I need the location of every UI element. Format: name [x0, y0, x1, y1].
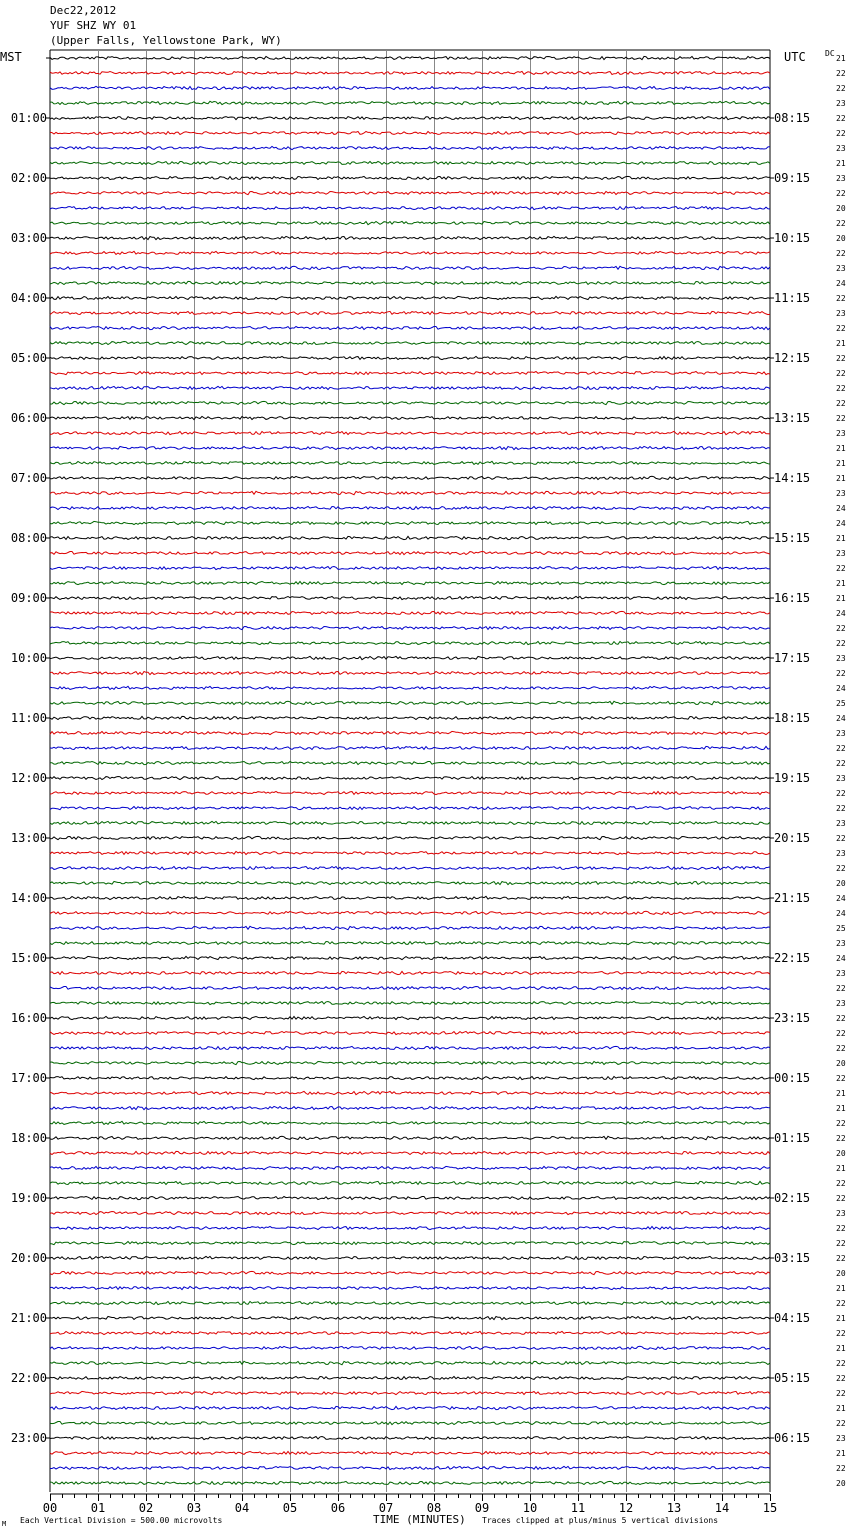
dc-offset-label: 23 — [836, 729, 846, 738]
mst-axis-label: MST — [0, 50, 22, 64]
dc-offset-label: 21 — [836, 1104, 846, 1113]
dc-offset-label: 21 — [836, 1164, 846, 1173]
trace-line — [50, 507, 770, 510]
trace-line — [50, 401, 770, 404]
trace-line — [50, 596, 770, 599]
x-tick-label: 10 — [522, 1501, 538, 1515]
trace-line — [50, 1466, 770, 1469]
trace-line — [50, 446, 770, 449]
utc-tick-label: 17:15 — [774, 651, 811, 665]
dc-offset-label: 21 — [836, 1404, 846, 1413]
dc-offset-label: 23 — [836, 774, 846, 783]
x-tick-label: 04 — [234, 1501, 250, 1515]
x-tick-label: 07 — [378, 1501, 394, 1515]
mst-tick-label: 03:00 — [10, 231, 47, 245]
trace-line — [50, 1001, 770, 1004]
dc-offset-label: 22 — [836, 354, 846, 363]
trace-line — [50, 1422, 770, 1425]
trace-line — [50, 1406, 770, 1409]
trace-line — [50, 1091, 770, 1094]
dc-offset-label: 20 — [836, 1149, 846, 1158]
dc-offset-label: 22 — [836, 414, 846, 423]
dc-offset-label: 23 — [836, 654, 846, 663]
trace-line — [50, 71, 770, 74]
trace-line — [50, 221, 770, 224]
dc-offset-label: 21 — [836, 159, 846, 168]
dc-offset-label: 22 — [836, 1374, 846, 1383]
trace-line — [50, 1212, 770, 1215]
trace-line — [50, 821, 770, 824]
utc-tick-label: 01:15 — [774, 1131, 811, 1145]
trace-line — [50, 86, 770, 89]
dc-offset-label: 23 — [836, 489, 846, 498]
dc-offset-label: 22 — [836, 1194, 846, 1203]
dc-offset-label: 22 — [836, 1224, 846, 1233]
dc-offset-label: 22 — [836, 1179, 846, 1188]
utc-tick-label: 00:15 — [774, 1071, 811, 1085]
mst-tick-label: 18:00 — [10, 1131, 47, 1145]
dc-offset-label: 21 — [836, 594, 846, 603]
x-tick-label: 13 — [666, 1501, 682, 1515]
trace-line — [50, 762, 770, 765]
dc-offset-label: 21 — [836, 54, 846, 63]
dc-offset-label: 23 — [836, 1434, 846, 1443]
mst-tick-label: 20:00 — [10, 1251, 47, 1265]
dc-offset-label: 24 — [836, 684, 846, 693]
dc-offset-label: 24 — [836, 909, 846, 918]
trace-line — [50, 416, 770, 419]
dc-offset-label: 22 — [836, 399, 846, 408]
utc-tick-label: 03:15 — [774, 1251, 811, 1265]
dc-offset-label: 22 — [836, 1389, 846, 1398]
trace-line — [50, 1391, 770, 1394]
utc-axis-label: UTC — [784, 50, 806, 64]
utc-tick-label: 09:15 — [774, 171, 811, 185]
dc-offset-label: 20 — [836, 1059, 846, 1068]
trace-line — [50, 1451, 770, 1454]
mst-tick-label: 01:00 — [10, 111, 47, 125]
dc-offset-label: 23 — [836, 1209, 846, 1218]
dc-offset-label: 23 — [836, 849, 846, 858]
dc-offset-label: 23 — [836, 939, 846, 948]
mst-tick-label: 07:00 — [10, 471, 47, 485]
dc-offset-label: 21 — [836, 474, 846, 483]
dc-offset-label: 22 — [836, 759, 846, 768]
trace-line — [50, 552, 770, 555]
dc-offset-label: 22 — [836, 369, 846, 378]
utc-tick-label: 13:15 — [774, 411, 811, 425]
dc-offset-label: 22 — [836, 789, 846, 798]
trace-line — [50, 342, 770, 345]
x-axis — [43, 1494, 777, 1515]
utc-tick-label: 10:15 — [774, 231, 811, 245]
trace-line — [50, 1301, 770, 1304]
trace-line — [50, 1106, 770, 1109]
trace-line — [50, 1077, 770, 1080]
dc-offset-label: 22 — [836, 1074, 846, 1083]
x-axis-title: TIME (MINUTES) — [373, 1513, 466, 1526]
dc-offset-label: 22 — [836, 1299, 846, 1308]
dc-offset-label: 23 — [836, 549, 846, 558]
dc-offset-label: 23 — [836, 174, 846, 183]
scale-note: Each Vertical Division = 500.00 microvolts — [20, 1516, 223, 1525]
x-tick-label: 05 — [282, 1501, 298, 1515]
trace-line — [50, 701, 770, 704]
mst-tick-label: 11:00 — [10, 711, 47, 725]
dc-offset-label: 22 — [836, 1014, 846, 1023]
dc-offset-label: 22 — [836, 984, 846, 993]
trace-line — [50, 461, 770, 464]
trace-line — [50, 191, 770, 194]
utc-tick-label: 05:15 — [774, 1371, 811, 1385]
utc-tick-label: 21:15 — [774, 891, 811, 905]
dc-offset-label: 21 — [836, 534, 846, 543]
utc-tick-label: 16:15 — [774, 591, 811, 605]
trace-line — [50, 1151, 770, 1154]
dc-offset-label: 21 — [836, 444, 846, 453]
trace-line — [50, 1361, 770, 1364]
dc-offset-label: 22 — [836, 1239, 846, 1248]
station-code: YUF SHZ WY 01 — [50, 19, 137, 32]
trace-line — [50, 926, 770, 929]
dc-offset-label: 21 — [836, 459, 846, 468]
trace-line — [50, 896, 770, 899]
trace-line — [50, 581, 770, 584]
dc-offset-label: 22 — [836, 639, 846, 648]
trace-line — [50, 851, 770, 854]
trace-line — [50, 56, 770, 59]
x-tick-label: 03 — [186, 1501, 202, 1515]
trace-line — [50, 1331, 770, 1334]
dc-offset-label: 24 — [836, 894, 846, 903]
trace-line — [50, 881, 770, 884]
mst-tick-label: 17:00 — [10, 1071, 47, 1085]
trace-line — [50, 117, 770, 120]
utc-tick-label: 20:15 — [774, 831, 811, 845]
mst-tick-label: 12:00 — [10, 771, 47, 785]
utc-tick-label: 11:15 — [774, 291, 811, 305]
trace-line — [50, 1166, 770, 1169]
mst-tick-label: 10:00 — [10, 651, 47, 665]
utc-tick-label: 12:15 — [774, 351, 811, 365]
dc-offset-label: 22 — [836, 249, 846, 258]
dc-offset-label: 22 — [836, 129, 846, 138]
trace-line — [50, 731, 770, 734]
trace-line — [50, 101, 770, 104]
trace-line — [50, 146, 770, 149]
trace-line — [50, 626, 770, 629]
trace-line — [50, 1016, 770, 1019]
dc-offset-label: 21 — [836, 579, 846, 588]
trace-line — [50, 1377, 770, 1380]
trace-line — [50, 1316, 770, 1319]
dc-offset-label: 22 — [836, 324, 846, 333]
trace-line — [50, 386, 770, 389]
dc-offset-label: 22 — [836, 384, 846, 393]
trace-line — [50, 1481, 770, 1484]
dc-offset-label: 22 — [836, 1329, 846, 1338]
mst-tick-label: 04:00 — [10, 291, 47, 305]
trace-line — [50, 807, 770, 810]
clip-note: Traces clipped at plus/minus 5 vertical divisions — [482, 1516, 719, 1525]
dc-offset-label: 24 — [836, 954, 846, 963]
dc-offset-label: 22 — [836, 114, 846, 123]
x-tick-label: 06 — [330, 1501, 346, 1515]
mst-tick-label: 02:00 — [10, 171, 47, 185]
footer — [2, 1513, 718, 1528]
dc-offset-label: 22 — [836, 1254, 846, 1263]
trace-line — [50, 132, 770, 135]
trace-line — [50, 1226, 770, 1229]
dc-offset-label: 22 — [836, 864, 846, 873]
dc-offset-label: 22 — [836, 1359, 846, 1368]
dc-offset-label: 23 — [836, 819, 846, 828]
dc-offset-label: 24 — [836, 609, 846, 618]
dc-offset-label: 24 — [836, 504, 846, 513]
trace-line — [50, 686, 770, 689]
mst-tick-label: 16:00 — [10, 1011, 47, 1025]
trace-line — [50, 942, 770, 945]
trace-line — [50, 326, 770, 329]
trace-line — [50, 236, 770, 239]
x-tick-label: 08 — [426, 1501, 442, 1515]
trace-line — [50, 476, 770, 479]
dc-offset-label: 20 — [836, 234, 846, 243]
dc-offset-label: 24 — [836, 279, 846, 288]
x-tick-label: 02 — [138, 1501, 154, 1515]
x-tick-label: 11 — [570, 1501, 586, 1515]
mst-tick-label: 13:00 — [10, 831, 47, 845]
x-tick-label: 14 — [714, 1501, 730, 1515]
trace-line — [50, 1181, 770, 1184]
dc-offset-label: 21 — [836, 1284, 846, 1293]
dc-offset-label: 21 — [836, 339, 846, 348]
dc-offset-label: 21 — [836, 1344, 846, 1353]
mst-tick-label: 15:00 — [10, 951, 47, 965]
trace-line — [50, 491, 770, 494]
trace-line — [50, 372, 770, 375]
trace-line — [50, 281, 770, 284]
trace-line — [50, 911, 770, 914]
x-tick-label: 12 — [618, 1501, 634, 1515]
trace-line — [50, 671, 770, 674]
utc-tick-label: 15:15 — [774, 531, 811, 545]
dc-offset-label: 22 — [836, 744, 846, 753]
trace-line — [50, 956, 770, 959]
dc-offset-label: 22 — [836, 1044, 846, 1053]
trace-line — [50, 971, 770, 974]
x-tick-label: 09 — [474, 1501, 490, 1515]
trace-line — [50, 311, 770, 314]
trace-line — [50, 1271, 770, 1274]
dc-offset-label: 23 — [836, 264, 846, 273]
trace-line — [50, 716, 770, 719]
utc-tick-label: 04:15 — [774, 1311, 811, 1325]
dc-offset-label: 22 — [836, 834, 846, 843]
trace-line — [50, 1061, 770, 1064]
x-tick-label: 00 — [42, 1501, 58, 1515]
trace-line — [50, 656, 770, 659]
dc-offset-label: 20 — [836, 1479, 846, 1488]
dc-offset-label: 23 — [836, 969, 846, 978]
dc-offset-label: 22 — [836, 1419, 846, 1428]
dc-offset-label: 22 — [836, 1029, 846, 1038]
trace-line — [50, 536, 770, 539]
trace-line — [50, 266, 770, 269]
utc-tick-label: 06:15 — [774, 1431, 811, 1445]
dc-offset-label: 20 — [836, 1269, 846, 1278]
trace-line — [50, 207, 770, 210]
dc-offset-label: 23 — [836, 999, 846, 1008]
corner-mark: M — [2, 1520, 7, 1528]
dc-offset-label: 24 — [836, 519, 846, 528]
utc-tick-label: 23:15 — [774, 1011, 811, 1025]
mst-tick-label: 14:00 — [10, 891, 47, 905]
trace-line — [50, 162, 770, 165]
mst-tick-label: 05:00 — [10, 351, 47, 365]
dc-offset-label: 24 — [836, 714, 846, 723]
trace-line — [50, 1286, 770, 1289]
trace-line — [50, 642, 770, 645]
trace-line — [50, 611, 770, 614]
trace-line — [50, 356, 770, 359]
dc-offset-label: 22 — [836, 669, 846, 678]
trace-line — [50, 1046, 770, 1049]
x-tick-label: 15 — [762, 1501, 778, 1515]
trace-line — [50, 176, 770, 179]
trace-line — [50, 566, 770, 569]
trace-line — [50, 1121, 770, 1124]
trace-line — [50, 1197, 770, 1200]
trace-line — [50, 431, 770, 434]
dc-offset-label: 22 — [836, 84, 846, 93]
utc-tick-label: 18:15 — [774, 711, 811, 725]
trace-group — [50, 56, 770, 1484]
dc-offset-label: 23 — [836, 99, 846, 108]
utc-tick-label: 08:15 — [774, 111, 811, 125]
mst-tick-label: 21:00 — [10, 1311, 47, 1325]
dc-offset-label: 20 — [836, 204, 846, 213]
dc-offset-label: 22 — [836, 189, 846, 198]
dc-offset-label: 23 — [836, 429, 846, 438]
dc-offset-label: 22 — [836, 564, 846, 573]
dc-offset-label: 22 — [836, 624, 846, 633]
mst-tick-label: 06:00 — [10, 411, 47, 425]
mst-tick-label: 22:00 — [10, 1371, 47, 1385]
trace-line — [50, 1436, 770, 1439]
dc-offset-label: 22 — [836, 294, 846, 303]
station-location: (Upper Falls, Yellowstone Park, WY) — [50, 34, 282, 47]
trace-line — [50, 1242, 770, 1245]
plot-date: Dec22,2012 — [50, 4, 117, 17]
axis-labels — [0, 49, 846, 1488]
dc-label: DC — [825, 49, 835, 58]
trace-line — [50, 296, 770, 299]
trace-line — [50, 746, 770, 749]
dc-offset-label: 25 — [836, 924, 846, 933]
grid-lines — [50, 50, 770, 1492]
dc-offset-label: 22 — [836, 1119, 846, 1128]
trace-line — [50, 987, 770, 990]
dc-offset-label: 23 — [836, 144, 846, 153]
dc-offset-label: 22 — [836, 219, 846, 228]
trace-line — [50, 251, 770, 254]
utc-tick-label: 02:15 — [774, 1191, 811, 1205]
dc-offset-label: 21 — [836, 1314, 846, 1323]
utc-tick-label: 14:15 — [774, 471, 811, 485]
trace-line — [50, 1136, 770, 1139]
trace-line — [50, 521, 770, 524]
mst-tick-label: 08:00 — [10, 531, 47, 545]
trace-line — [50, 777, 770, 780]
dc-offset-label: 21 — [836, 1449, 846, 1458]
dc-offset-label: 22 — [836, 804, 846, 813]
dc-offset-label: 23 — [836, 309, 846, 318]
trace-line — [50, 836, 770, 839]
dc-offset-label: 21 — [836, 1089, 846, 1098]
dc-offset-label: 25 — [836, 699, 846, 708]
dc-offset-label: 22 — [836, 1134, 846, 1143]
trace-line — [50, 866, 770, 869]
utc-tick-label: 22:15 — [774, 951, 811, 965]
mst-tick-label: 19:00 — [10, 1191, 47, 1205]
trace-line — [50, 1256, 770, 1259]
trace-line — [50, 791, 770, 794]
x-tick-label: 01 — [90, 1501, 106, 1515]
utc-tick-label: 19:15 — [774, 771, 811, 785]
dc-offset-label: 22 — [836, 69, 846, 78]
trace-line — [50, 1031, 770, 1034]
trace-line — [50, 1346, 770, 1349]
mst-tick-label: 23:00 — [10, 1431, 47, 1445]
dc-offset-label: 20 — [836, 879, 846, 888]
mst-tick-label: 09:00 — [10, 591, 47, 605]
dc-offset-label: 22 — [836, 1464, 846, 1473]
